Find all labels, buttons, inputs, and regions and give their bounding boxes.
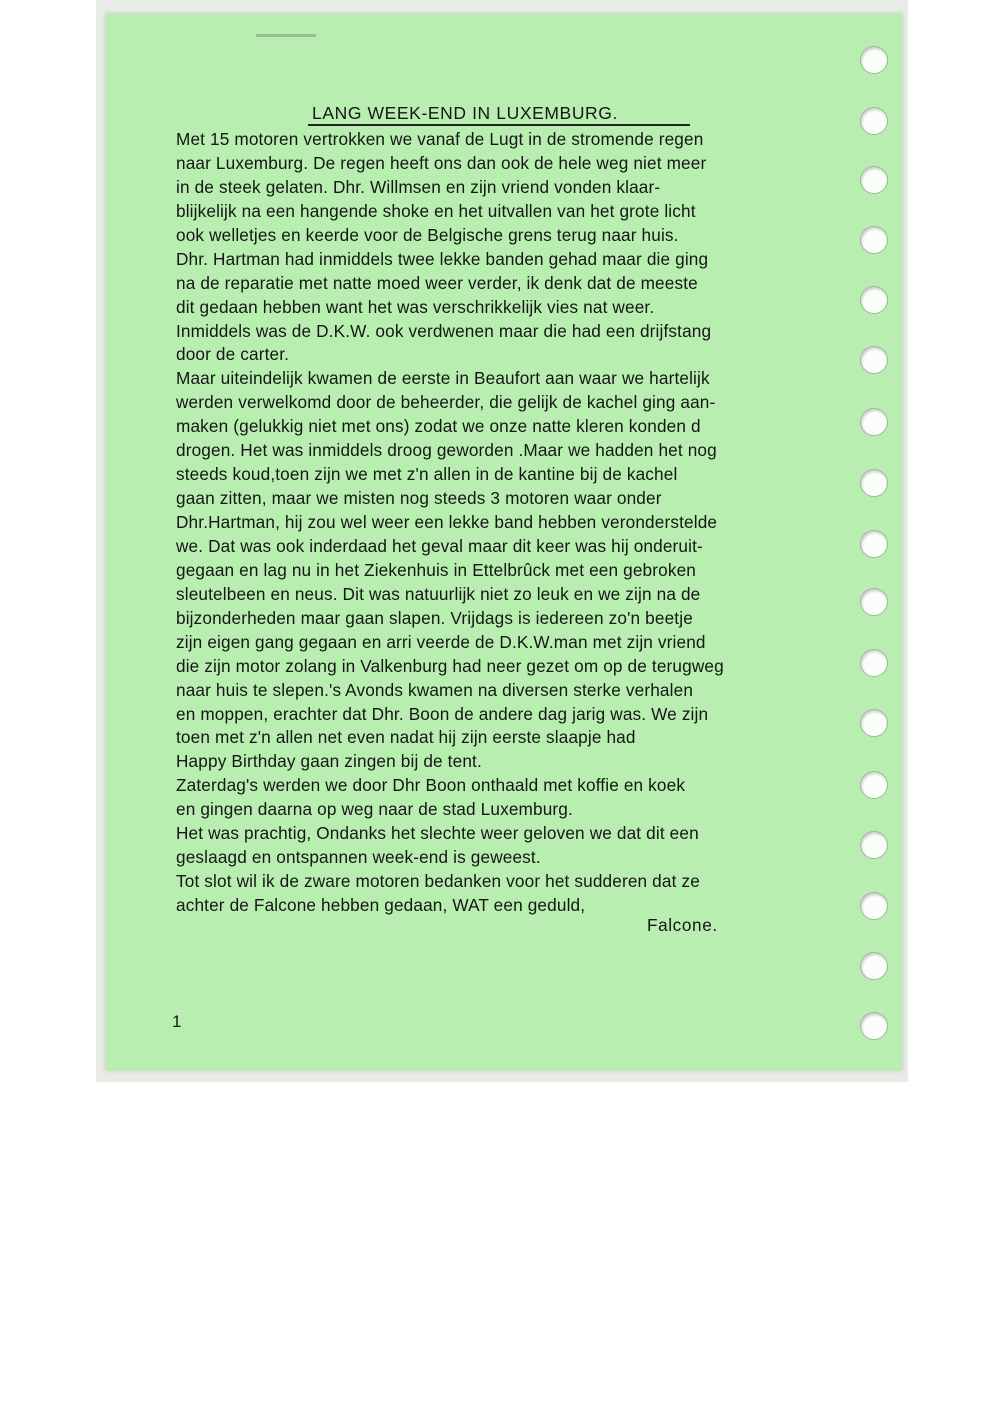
text-line: naar Luxemburg. De regen heeft ons dan ook de hele weg niet meer <box>176 152 707 173</box>
pencil-mark <box>256 34 316 37</box>
text-line: drogen. Het was inmiddels droog geworden .Maar we hadden het nog <box>176 440 717 461</box>
binder-hole <box>860 771 888 799</box>
binder-hole <box>860 226 888 254</box>
text-line: in de steek gelaten. Dhr. Willmsen en zijn vriend vonden klaar- <box>176 176 661 197</box>
text-line: en moppen, erachter dat Dhr. Boon de andere dag jarig was. We zijn <box>176 703 709 724</box>
text-line: Dhr.Hartman, hij zou wel weer een lekke band hebben verondersteldе <box>176 512 718 532</box>
text-line: die zijn motor zolang in Valkenburg had neer gezet om op de terugweg <box>176 655 724 676</box>
text-line: Het was prachtig, Ondanks het slechte weer geloven we dat dit een <box>176 823 699 844</box>
text-line: Met 15 motoren vertrokken we vanaf de Lugt in de stromende regen <box>176 129 704 149</box>
text-line: Tot slot wil ik de zware motoren bedanken voor het sudderen dat ze <box>176 871 700 892</box>
text-line: ook welletjes en keerde voor de Belgische grens terug naar huis. <box>176 224 679 245</box>
text-line: zijn eigen gang gegaan en arri veerde de D.K.W.man met zijn vriend <box>176 631 706 652</box>
binder-hole <box>860 952 888 980</box>
text-line: achter de Falcone hebben gedaan, WAT een geduld, <box>176 895 586 915</box>
text-line: Happy Birthday gaan zingen bij de tent. <box>176 751 482 772</box>
text-line: bijzonderheden maar gaan slapen. Vrijdags is iedereen zo'n beetje <box>176 607 693 628</box>
document-title: LANG WEEK-END IN LUXEMBURG. <box>312 103 618 123</box>
text-line: sleutelbeen en neus. Dit was natuurlijk niet zo leuk en we zijn na de <box>176 583 701 604</box>
signature: Falcone. <box>647 915 718 935</box>
binder-hole <box>860 286 888 314</box>
text-line: dit gedaan hebben want het was verschrikkelijk vies nat weer. <box>176 296 655 317</box>
binder-hole <box>860 892 888 920</box>
text-line: steeds koud,toen zijn we met z'n allen in de kantine bij de kachel <box>176 464 678 485</box>
binder-hole <box>860 831 888 859</box>
text-line: werden verwelkomd door de beheerder, die gelijk de kachel ging aan- <box>176 392 716 413</box>
body-text <box>176 128 866 918</box>
text-line: door de carter. <box>176 344 290 365</box>
text-line: Dhr. Hartman had inmiddels twee lekke banden gehad maar die ging <box>176 248 709 269</box>
text-line: blijkelijk na een hangende shoke en het uitvallen van het grote licht <box>176 200 696 221</box>
binder-hole <box>860 1012 888 1040</box>
text-line: gaan zitten, maar we misten nog steeds 3 motoren waar onder <box>176 488 662 509</box>
binder-hole <box>860 107 888 135</box>
text-line: we. Dat was ook inderdaad het geval maar dit keer was hij onderuit- <box>176 535 703 556</box>
binder-hole <box>860 649 888 677</box>
text-line: gegaan en lag nu in het Ziekenhuis in Ettelbrûck met een gebroken <box>176 559 696 580</box>
text-line: Inmiddels was de D.K.W. ook verdwenen maar die had een drijfstang <box>176 320 712 341</box>
binder-hole <box>860 46 888 74</box>
text-line: naar huis te slepen.'s Avonds kwamen na diversen sterke verhalen <box>176 679 694 700</box>
binder-hole <box>860 709 888 737</box>
binder-hole <box>860 530 888 558</box>
title-underline <box>308 124 690 126</box>
binder-hole <box>860 588 888 616</box>
text-line: en gingen daarna op weg naar de stad Luxemburg. <box>176 799 573 820</box>
page-number: 1 <box>172 1012 182 1031</box>
text-line: geslaagd en ontspannen week-end is geweest. <box>176 847 541 868</box>
text-line: na de reparatie met natte moed weer verder, ik denk dat de meeste <box>176 272 698 293</box>
text-line: toen met z'n allen net even nadat hij zijn eerste slaapje had <box>176 727 636 748</box>
text-line: Maar uiteindelijk kwamen de eerste in Beaufort aan waar we hartelijk <box>176 368 710 389</box>
binder-hole <box>860 346 888 374</box>
text-line: maken (gelukkig niet met ons) zodat we onze natte kleren konden d <box>176 416 701 437</box>
text-line: Zaterdag's werden we door Dhr Boon onthaald met koffie en koek <box>176 775 686 796</box>
binder-hole <box>860 408 888 436</box>
binder-hole <box>860 469 888 497</box>
binder-hole <box>860 166 888 194</box>
